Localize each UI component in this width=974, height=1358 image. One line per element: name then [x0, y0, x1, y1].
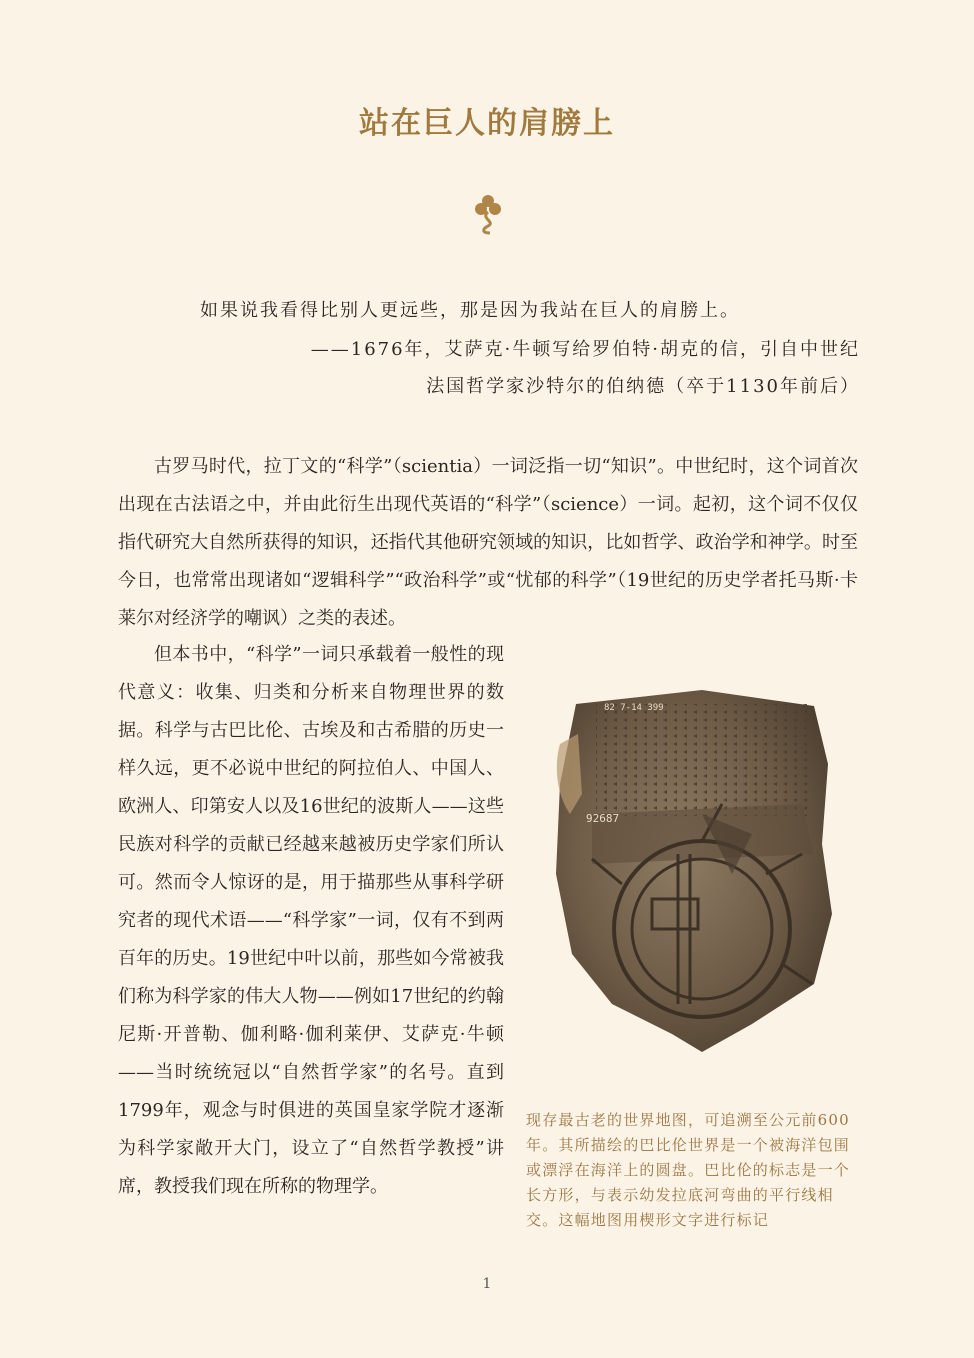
tablet-label-top: 82 7-14 399: [604, 703, 664, 713]
epigraph-attribution-line2: 法国哲学家沙特尔的伯纳德（卒于1130年前后）: [426, 376, 860, 397]
epigraph-quote: 如果说我看得比别人更远些，那是因为我站在巨人的肩膀上。: [200, 300, 740, 321]
paragraph-1: 古罗马时代，拉丁文的“科学”（scientia）一词泛指一切“知识”。中世纪时，这个词首次出现在古法语之中，并由此衍生出现代英语的“科学”（science）一词。起初，这个词不仅仅指代研究大自然所获得的知识，还指代其他研究领域的知识，比如哲学、政治学和神学。时至今日，也常常出现诸如“逻辑科学”“政治科学”或“忧郁的科学”（19世纪的历史学者托马斯·卡莱尔对经济学的嘲讽）之类的表述。: [118, 456, 858, 629]
paragraph-2: 但本书中，“科学”一词只承载着一般性的现代意义：收集、归类和分析来自物理世界的数据。科学与古巴比伦、古埃及和古希腊的历史一样久远，更不必说中世纪的阿拉伯人、中国人、欧洲人、印第安人以及16世纪的波斯人——这些民族对科学的贡献已经越来越被历史学家们所认可。然而令人惊讶的是，用于描那些从事科学研究者的现代术语——“科学家”一词，仅有不到两百年的历史。19世纪中叶以前，那些如今常被我们称为科学家的伟大人物——例如17世纪的约翰尼斯·开普勒、伽利略·伽利莱伊、艾萨克·牛顿——当时统统冠以“自然哲学家”的名号。直到1799年，观念与时俱进的英国皇家学院才逐渐为科学家敞开大门，设立了“自然哲学教授”讲席，教授我们现在所称的物理学。: [118, 644, 504, 1197]
page-number: 1: [482, 1276, 492, 1292]
babylonian-map-tablet-image: [552, 684, 834, 1056]
body-text-full-width: [118, 448, 858, 638]
epigraph-attribution-line1: ——1676年，艾萨克·牛顿写给罗伯特·胡克的信，引自中世纪: [310, 339, 860, 360]
body-text-column: [118, 636, 504, 1206]
image-caption: 现存最古老的世界地图，可追溯至公元前600年。其所描绘的巴比伦世界是一个被海洋包围或漂浮在海洋上的圆盘。巴比伦的标志是一个长方形，与表示幼发拉底河弯曲的平行线相交。这幅地图用楔形文字进行标记: [526, 1111, 851, 1229]
trefoil-flourish-icon: [468, 192, 508, 236]
tablet-label-mid: 92687: [586, 812, 620, 825]
chapter-title: 站在巨人的肩膀上: [359, 106, 615, 141]
